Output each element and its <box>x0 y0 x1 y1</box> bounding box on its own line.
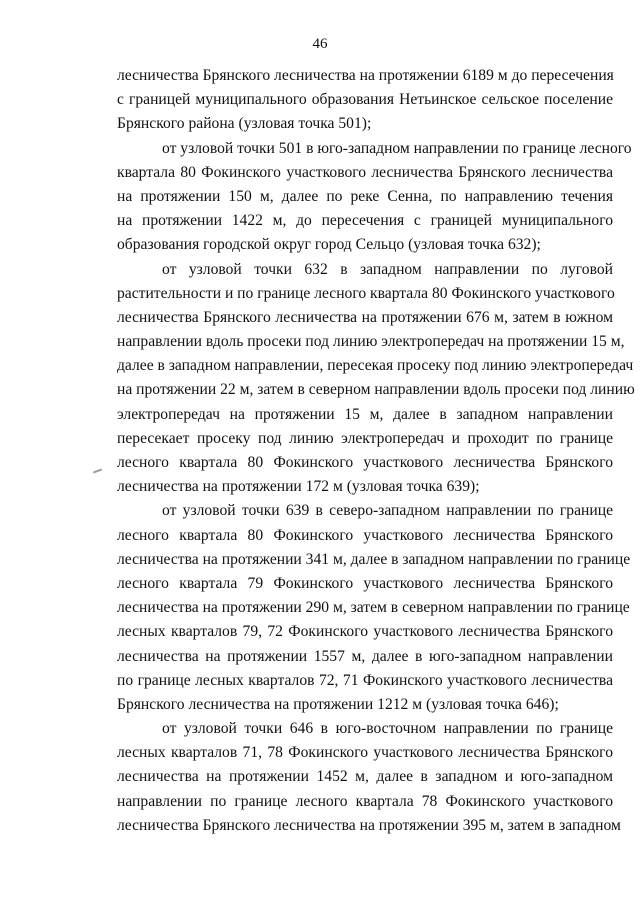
text-line: лесничества на протяжении 172 м (узловая точка 639); <box>117 478 480 496</box>
text-line: лесных кварталов 71, 78 Фокинского участкового лесничества Брянского <box>117 744 613 762</box>
text-line: от узловой точки 501 в юго-западном направлении по границе лесного <box>162 139 632 157</box>
page-number: 46 <box>312 36 328 52</box>
text-line: лесничества Брянского лесничества на протяжении 676 м, затем в южном <box>117 308 613 326</box>
text-line: лесного квартала 79 Фокинского участкового лесничества Брянского <box>117 574 613 592</box>
text-line: лесничества Брянского лесничества на протяжении 395 м, затем в западном <box>117 816 621 834</box>
text-line: направлении по границе лесного квартала 78 Фокинского участкового <box>117 792 613 810</box>
text-line: лесного квартала 80 Фокинского участкового лесничества Брянского <box>117 526 613 544</box>
text-line: пересекает просеку под линию электропередач и проходит по границе <box>117 429 613 447</box>
text-line: лесничества Брянского лесничества на протяжении 6189 м до пересечения <box>117 67 614 84</box>
text-line: на протяжении 1422 м, до пересечения с границей муниципального <box>117 212 613 230</box>
text-line: от узловой точки 632 в западном направлении по луговой <box>162 260 613 278</box>
text-line: далее в западном направлении, пересекая просеку под линию электропередач <box>117 357 634 375</box>
text-line: по границе лесных кварталов 72, 71 Фокинского участкового лесничества <box>117 671 613 689</box>
text-line: Брянского района (узловая точка 501); <box>117 115 372 133</box>
text-line: направлении вдоль просеки под линию электропередач на протяжении 15 м, <box>117 333 625 351</box>
text-line: лесничества на протяжении 1557 м, далее в юго-западном направлении <box>117 647 613 665</box>
text-line: с границей муниципального образования Нетьинское сельское поселение <box>117 91 613 109</box>
text-line: на протяжении 22 м, затем в северном направлении вдоль просеки под линию <box>117 381 635 399</box>
text-line: лесничества на протяжении 290 м, затем в северном направлении по границе <box>117 599 630 617</box>
text-line: лесного квартала 80 Фокинского участкового лесничества Брянского <box>117 454 613 471</box>
text-line: электропередач на протяжении 15 м, далее в западном направлении <box>117 405 613 423</box>
text-line: лесничества на протяжении 1452 м, далее в западном и юго-западном <box>117 768 613 786</box>
text-line: квартала 80 Фокинского участкового лесничества Брянского лесничества <box>117 163 613 181</box>
text-line: на протяжении 150 м, далее по реке Сенна, по направлению течения <box>117 187 613 205</box>
body-text <box>117 64 635 838</box>
text-line: лесных кварталов 79, 72 Фокинского участкового лесничества Брянского <box>117 623 613 641</box>
text-line: от узловой точки 639 в северо-западном направлении по границе <box>162 502 613 520</box>
text-line: лесничества на протяжении 341 м, далее в западном направлении по границе <box>117 550 631 568</box>
text-line: от узловой точки 646 в юго-восточном направлении по границе <box>162 720 613 738</box>
text-line: образования городской округ город Сельцо (узловая точка 632); <box>117 236 541 254</box>
text-line: Брянского лесничества на протяжении 1212 м (узловая точка 646); <box>117 695 559 713</box>
margin-mark <box>93 469 102 474</box>
text-line: растительности и по границе лесного квартала 80 Фокинского участкового <box>117 284 615 302</box>
